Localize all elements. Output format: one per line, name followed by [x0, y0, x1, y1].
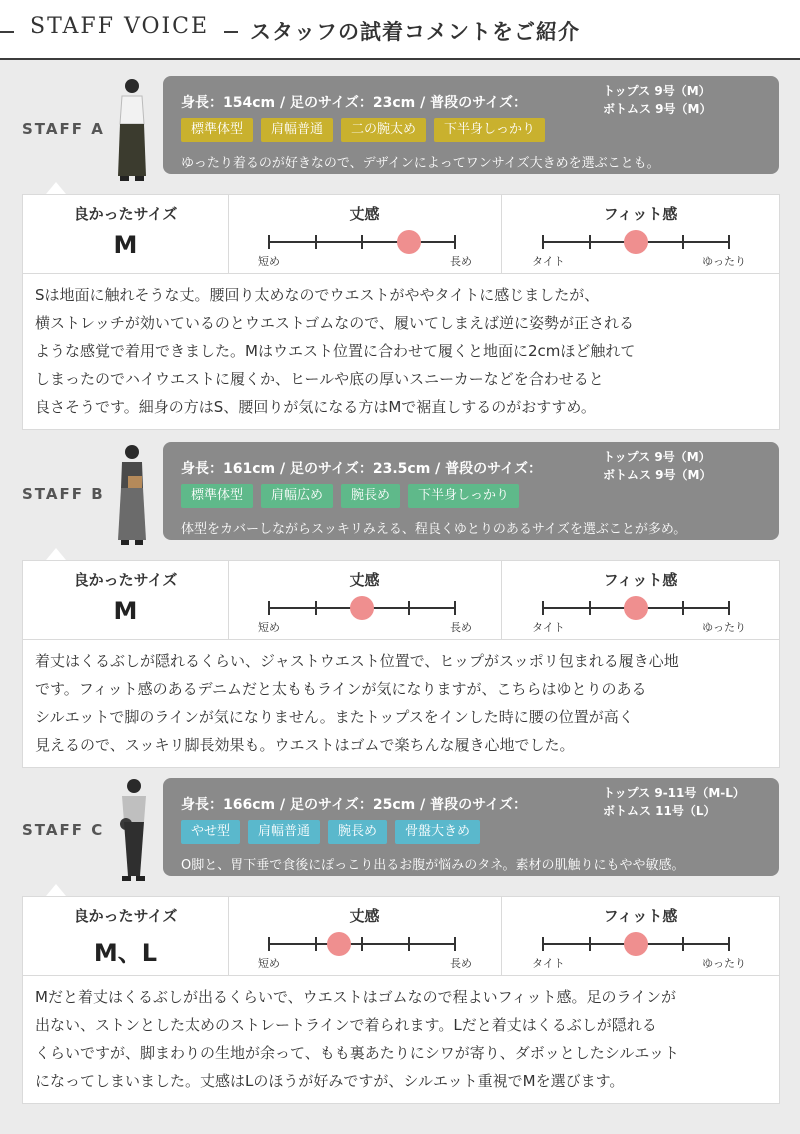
usual-size [603, 82, 711, 118]
length-max-label: 長め [450, 621, 472, 634]
scale-tick [268, 601, 270, 615]
header-mid-dash [224, 31, 238, 33]
body-type-tag: 肩幅普通 [248, 820, 320, 844]
staff-profile-box [163, 442, 779, 540]
review-comment [35, 647, 770, 759]
good-size-label: 良かったサイズ [73, 205, 178, 223]
comment-line: 横ストレッチが効いているのとウエストゴムなので、履いてしまえば逆に姿勢が正される [35, 314, 634, 332]
comment-line: シルエットで脚のラインが気になりません。またトップスをインした時に腰の位置が高く [35, 708, 634, 726]
body-type-tag: 標準体型 [181, 484, 253, 508]
usual-size-tops: トップス 9-11号（M-L） [603, 786, 745, 800]
card-notch [46, 884, 66, 896]
usual-size [603, 448, 711, 484]
fit-min-label: タイト [532, 621, 565, 634]
fit-max-label: ゆったり [702, 255, 746, 268]
body-type-tag: 腕長め [328, 820, 387, 844]
usual-size-tops: トップス 9号（M） [603, 450, 711, 464]
fit-marker [624, 932, 648, 956]
fit-marker [624, 596, 648, 620]
rating-row [23, 561, 779, 640]
fit-cell [502, 897, 779, 975]
review-comment [35, 983, 770, 1095]
scale-tick [454, 235, 456, 249]
staff-label: STAFF A [22, 120, 105, 138]
scale-tick [361, 235, 363, 249]
length-max-label: 長め [450, 255, 472, 268]
rating-row [23, 195, 779, 274]
scale-tick [408, 937, 410, 951]
page-subtitle: スタッフの試着コメントをご紹介 [250, 20, 580, 44]
comment-line: Sは地面に触れそうな丈。腰回り太めなのでウエストがややタイトに感じましたが、 [35, 286, 600, 304]
comment-line: 見えるので、スッキリ脚長効果も。ウエストはゴムで楽ちんな履き心地でした。 [35, 736, 575, 754]
body-type-tag: 肩幅普通 [261, 118, 333, 142]
staff-c-photo [112, 776, 152, 886]
staff-label: STAFF C [22, 821, 105, 839]
fit-min-label: タイト [532, 255, 565, 268]
staff-label: STAFF B [22, 485, 105, 503]
length-label: 丈感 [349, 907, 380, 925]
length-scale [258, 597, 472, 634]
scale-tick [268, 235, 270, 249]
length-max-label: 長め [450, 957, 472, 970]
comment-line: Mだと着丈はくるぶしが出るくらいで、ウエストはゴムなので程よいフィット感。足のラインが [35, 988, 676, 1006]
page-header [0, 0, 800, 60]
body-type-tag: 肩幅広め [261, 484, 333, 508]
fit-max-label: ゆったり [702, 621, 746, 634]
comment-line: ような感覚で着用できました。Mはウエスト位置に合わせて履くと地面に2cmほど触れて [35, 342, 636, 360]
card-notch [46, 548, 66, 560]
staff-profile-box [163, 76, 779, 174]
scale-tick [682, 601, 684, 615]
staff-a-photo [112, 76, 152, 186]
length-scale [258, 231, 472, 268]
good-size-label: 良かったサイズ [73, 907, 178, 925]
review-card [22, 194, 780, 430]
body-type-tag: 下半身しっかり [434, 118, 545, 142]
length-cell [228, 195, 502, 273]
good-size-value: M、L [93, 939, 158, 967]
length-cell [228, 897, 502, 975]
length-label: 丈感 [349, 205, 380, 223]
good-size-cell [23, 561, 229, 639]
comment-line: くらいですが、脚まわりの生地が余って、もも裏あたりにシワが寄り、ダボッとしたシルエット [35, 1044, 680, 1062]
scale-tick [315, 601, 317, 615]
scale-tick [542, 937, 544, 951]
review-card [22, 560, 780, 768]
scale-tick [542, 601, 544, 615]
usual-size-bottoms: ボトムス 11号（L） [603, 804, 716, 818]
staff-stats: 身長：161cm / 足のサイズ：23.5cm / 普段のサイズ： [181, 461, 543, 477]
review-card [22, 896, 780, 1104]
length-marker [397, 230, 421, 254]
scale-tick [361, 937, 363, 951]
body-type-tag: 腕長め [341, 484, 400, 508]
staff-stats: 身長：166cm / 足のサイズ：25cm / 普段のサイズ： [181, 797, 527, 813]
scale-tick [408, 601, 410, 615]
header-left-dash [0, 31, 14, 33]
fit-scale [532, 933, 746, 970]
body-type-tags [181, 118, 553, 142]
length-min-label: 短め [258, 957, 280, 970]
scale-tick [315, 235, 317, 249]
good-size-cell [23, 195, 229, 273]
fit-scale [532, 597, 746, 634]
scale-tick [589, 601, 591, 615]
length-min-label: 短め [258, 621, 280, 634]
length-cell [228, 561, 502, 639]
body-type-tags [181, 820, 488, 844]
staff-profile-box [163, 778, 779, 876]
good-size-value: M [113, 231, 138, 259]
length-marker [327, 932, 351, 956]
page-title: STAFF VOICE [30, 14, 210, 39]
usual-size [603, 784, 745, 820]
usual-size-bottoms: ボトムス 9号（M） [603, 102, 712, 116]
scale-tick [589, 937, 591, 951]
fit-marker [624, 230, 648, 254]
scale-tick [315, 937, 317, 951]
good-size-value: M [113, 597, 138, 625]
fit-scale [532, 231, 746, 268]
fit-min-label: タイト [532, 957, 565, 970]
body-type-tag: 標準体型 [181, 118, 253, 142]
comment-line: 着丈はくるぶしが隠れるくらい、ジャストウエスト位置で、ヒップがスッポリ包まれる履き心地 [35, 652, 679, 670]
comment-line: 出ない、ストンとした太めのストレートラインで着られます。Lだと着丈はくるぶしが隠れる [35, 1016, 657, 1034]
scale-tick [728, 235, 730, 249]
comment-line: になってしまいました。丈感はLのほうが好みですが、シルエット重視でMを選びます。 [35, 1072, 625, 1090]
fit-label: フィット感 [603, 205, 678, 223]
fit-cell [502, 561, 779, 639]
length-min-label: 短め [258, 255, 280, 268]
comment-line: です。フィット感のあるデニムだと太ももラインが気になりますが、こちらはゆとりのある [35, 680, 647, 698]
review-comment [35, 281, 770, 421]
body-type-tag: 骨盤大きめ [395, 820, 480, 844]
length-scale [258, 933, 472, 970]
scale-tick [728, 937, 730, 951]
staff-b-photo [112, 442, 152, 552]
scale-tick [728, 601, 730, 615]
rating-row [23, 897, 779, 976]
comment-line: 良さそうです。細身の方はS、腰回りが気になる方はMで裾直しするのがおすすめ。 [35, 398, 596, 416]
staff-stats: 身長：154cm / 足のサイズ：23cm / 普段のサイズ： [181, 95, 527, 111]
length-label: 丈感 [349, 571, 380, 589]
staff-voice-content [0, 60, 800, 1134]
body-type-tag: 下半身しっかり [408, 484, 519, 508]
fit-cell [502, 195, 779, 273]
body-type-tag: 二の腕太め [341, 118, 426, 142]
scale-tick [268, 937, 270, 951]
scale-tick [542, 235, 544, 249]
scale-tick [682, 235, 684, 249]
usual-size-bottoms: ボトムス 9号（M） [603, 468, 712, 482]
scale-tick [454, 937, 456, 951]
scale-tick [589, 235, 591, 249]
fit-max-label: ゆったり [702, 957, 746, 970]
good-size-label: 良かったサイズ [73, 571, 178, 589]
comment-line: しまったのでハイウエストに履くか、ヒールや底の厚いスニーカーなどを合わせると [35, 370, 604, 388]
fit-label: フィット感 [603, 571, 678, 589]
length-marker [350, 596, 374, 620]
staff-note: O脚と、胃下垂で食後にぽっこり出るお腹が悩みのタネ。素材の肌触りにもやや敏感。 [181, 858, 685, 873]
staff-note: 体型をカバーしながらスッキリみえる、程良くゆとりのあるサイズを選ぶことが多め。 [181, 522, 687, 537]
body-type-tags [181, 484, 527, 508]
body-type-tag: やせ型 [181, 820, 240, 844]
scale-tick [682, 937, 684, 951]
scale-tick [454, 601, 456, 615]
usual-size-tops: トップス 9号（M） [603, 84, 711, 98]
fit-label: フィット感 [603, 907, 678, 925]
good-size-cell [23, 897, 229, 975]
staff-note: ゆったり着るのが好きなので、デザインによってワンサイズ大きめを選ぶことも。 [181, 156, 660, 171]
card-notch [46, 182, 66, 194]
